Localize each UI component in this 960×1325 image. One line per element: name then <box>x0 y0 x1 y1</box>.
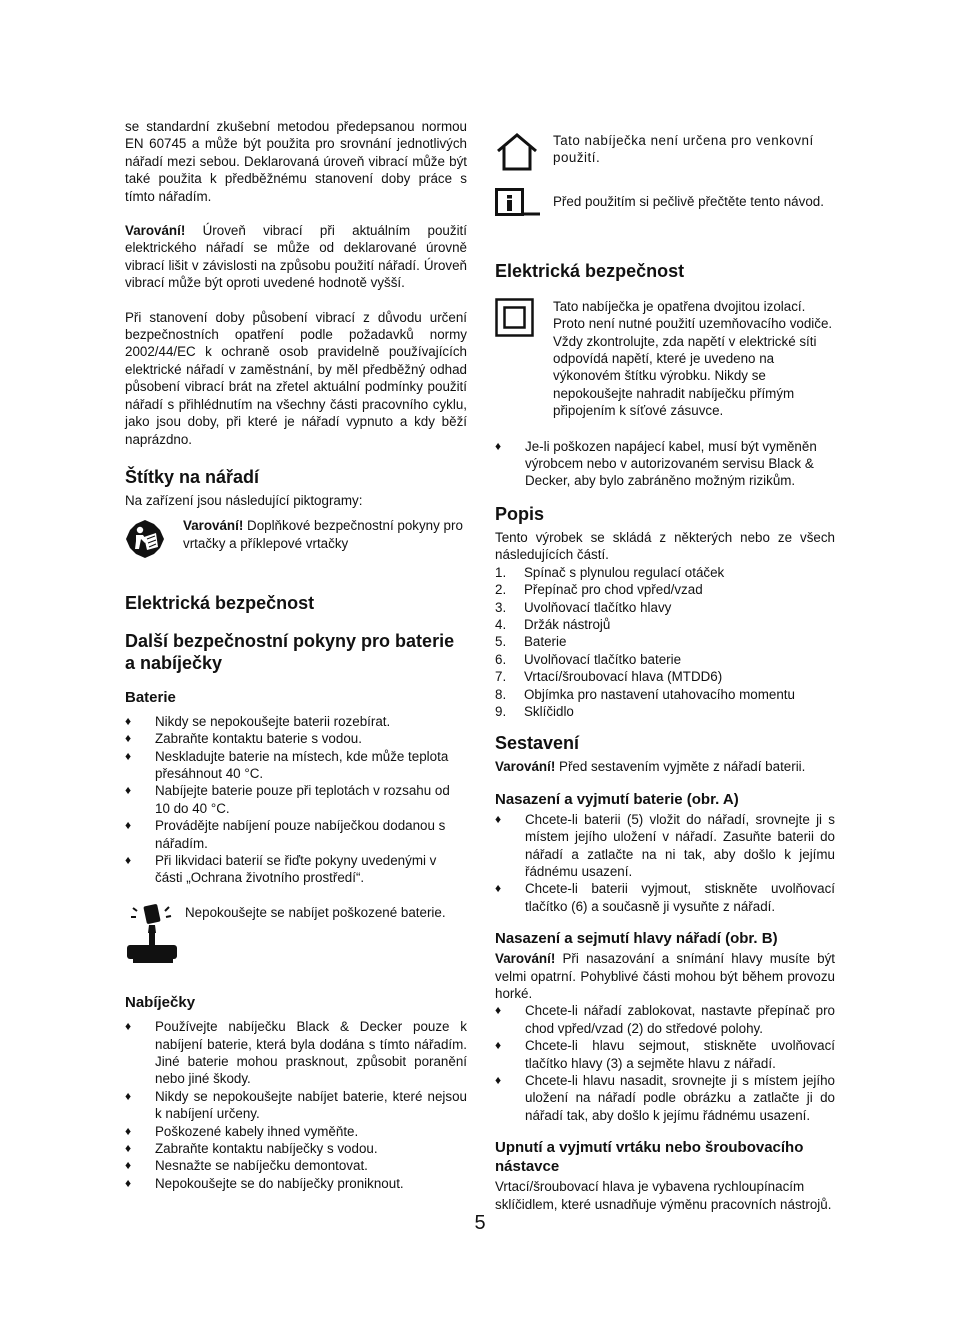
cable-list <box>495 438 835 490</box>
right-electrical-safety-heading: Elektrická bezpečnost <box>495 260 685 281</box>
read-manual-row <box>495 188 835 222</box>
chargers-heading: Nabíječky <box>125 994 196 1012</box>
parts-list <box>495 564 835 721</box>
list-item: ♦ Neskladujte baterie na místech, kde může teplota přesáhnout 40 °C. <box>125 748 467 783</box>
exposure-paragraph: Při stanovení doby působení vibrací z důvodu určení bezpečnostních opatření podle požadavků normy 2002/44/EC k ochraně osob pravidelně používajících elektrické nářadí v zaměstnání, by měl předběžný odhad působení vibrací brát na zřetel aktuální podmínky použití nářadí s přihlédnutím na všechny části pracovního cyklu, jako jsou doby, při které je nářadí vypnuto a kdy běží naprázdno. <box>125 309 467 447</box>
list-item: ♦ Nabíjejte baterie pouze při teplotách v rozsahu od 10 do 40 °C. <box>125 782 467 817</box>
indoor-row <box>495 132 835 176</box>
list-item: ♦ Nepokoušejte se do nabíječky proniknout. <box>125 1175 467 1192</box>
read-manual-text: Před použitím si pečlivě přečtěte tento návod. <box>553 194 824 210</box>
damaged-battery-icon <box>125 903 185 969</box>
list-item: 3. Uvolňovací tlačítko hlavy <box>495 599 672 615</box>
list-item: ♦ Provádějte nabíjení pouze nabíječkou dodanou s nářadím. <box>125 817 467 852</box>
pictogram-warning-label: Varování! <box>183 518 244 534</box>
page-number: 5 <box>474 1212 486 1234</box>
battery-list <box>125 713 467 887</box>
description-heading: Popis <box>495 503 545 524</box>
manual-pictogram-row <box>125 517 467 563</box>
battery-fit-heading: Nasazení a vyjmutí baterie (obr. A) <box>495 790 739 808</box>
double-insulation-row <box>495 298 835 420</box>
list-item: ♦ Nikdy se nepokoušejte nabíjet baterie, které nejsou k nabíjení určeny. <box>125 1088 467 1123</box>
list-item: ♦ Používejte nabíječku Black & Decker pouze k nabíjení baterie, která byla dodána s tímto nářadím. Jiné baterie mohou prasknout, způsobit poranění nebo jiné škody. <box>125 1018 467 1088</box>
bit-heading: Upnutí a vyjmutí vrtáku nebo šroubovacího nástavce <box>495 1139 804 1176</box>
list-item: ♦ Chcete-li baterii (5) vložit do nářadí, srovnejte ji s místem jejího uložení v nářadí. Zasuňte baterii do nářadí a zatlačte na ni tak, aby došlo k jejímu řádnému usazení. <box>495 811 835 881</box>
labels-heading: Štítky na nářadí <box>125 466 260 487</box>
damaged-battery-row <box>125 903 467 969</box>
chargers-list <box>125 1018 467 1192</box>
list-item: ♦ Chcete-li hlavu nasadit, srovnejte ji s místem jejího uložení na nářadí podle obrázku a zatlačte ji do nářadí tak, aby došlo k jejímu řádnému usazení. <box>495 1072 835 1124</box>
indoor-text: Tato nabíječka není určena pro venkovní použití. <box>553 133 814 166</box>
head-fit-warning: Varování! Při nasazování a snímání hlavy musíte být velmi opatrní. Pohyblivé části mohou být během provozu horké. <box>495 951 835 1001</box>
list-item: ♦ Zabraňte kontaktu nabíječky s vodou. <box>125 1140 467 1157</box>
pictogram-warning-text: Doplňkové bezpečnostní pokyny pro vrtačky a příklepové vrtačky <box>183 518 463 551</box>
assembly-warning: Varování! Před sestavením vyjměte z nářadí baterii. <box>495 759 806 775</box>
description-text: Tento výrobek se skládá z některých nebo ze všech následujících částí. <box>495 529 835 563</box>
list-item: 5. Baterie <box>495 634 567 650</box>
battery-heading: Baterie <box>125 688 176 706</box>
list-item: 2. Přepínač pro chod vpřed/vzad <box>495 582 703 598</box>
list-item: ♦ Poškozené kabely ihned vyměňte. <box>125 1123 467 1140</box>
bit-text: Vrtací/šroubovací hlava je vybavena rychloupínacím sklíčidlem, které usnadňuje výměnu pracovních nástrojů. <box>495 1179 832 1212</box>
list-item: ♦ Nesnažte se nabíječku demontovat. <box>125 1157 467 1174</box>
battery-safety-heading: Další bezpečnostní pokyny pro baterie a nabíječky <box>125 630 455 673</box>
pictogram-warning <box>183 517 467 563</box>
list-item: 4. Držák nástrojů <box>495 616 611 632</box>
left-column <box>125 118 467 1192</box>
list-item: 9. Sklíčidlo <box>495 703 574 719</box>
damaged-battery-text: Nepokoušejte se nabíjet poškozené baterie. <box>185 904 446 920</box>
head-fit-list <box>495 1002 835 1124</box>
indoor-use-icon <box>495 132 553 176</box>
right-column <box>495 132 835 1213</box>
warning-label: Varování! <box>125 223 186 239</box>
vibration-warning <box>125 222 467 292</box>
info-manual-icon <box>495 188 553 222</box>
list-item: ♦ Nikdy se nepokoušejte baterii rozebírat. <box>125 713 467 730</box>
assembly-heading: Sestavení <box>495 733 580 754</box>
list-item: ♦ Chcete-li nářadí zablokovat, nastavte přepínač pro chod vpřed/vzad (2) do středové polohy. <box>495 1002 835 1037</box>
list-item: ♦ Zabraňte kontaktu baterie s vodou. <box>125 730 467 747</box>
head-fit-heading: Nasazení a sejmutí hlavy nářadí (obr. B) <box>495 930 778 948</box>
warning-text: Úroveň vibrací při aktuálním použití elektrického nářadí se může od deklarované úrovně vibrací lišit v závislosti na způsobu použití nářadí. Úroveň vibrací může být oproti uvedené hodnotě vyšší. <box>125 223 467 291</box>
list-item: ♦ Chcete-li baterii vyjmout, stiskněte uvolňovací tlačítko (6) a současně ji vysuňte z nářadí. <box>495 880 835 915</box>
double-insulation-text: Tato nabíječka je opatřena dvojitou izolací. Proto není nutné použití uzemňovacího vodiče. Vždy zkontrolujte, zda napětí v elektrické síti odpovídá napětí, které je uvedeno na výkonovém štítku výrobku. Nikdy se nepokoušejte nahradit nabíječku přímým připojením k síťové zásuvce. <box>553 298 833 419</box>
labels-intro: Na zařízení jsou následující piktogramy: <box>125 492 363 508</box>
read-manual-warning-icon <box>125 517 183 563</box>
battery-fit-list <box>495 811 835 915</box>
list-item: ♦ Chcete-li hlavu sejmout, stiskněte uvolňovací tlačítko hlavy (3) a sejměte hlavu z nářadí. <box>495 1037 835 1072</box>
electrical-safety-heading: Elektrická bezpečnost <box>125 592 315 613</box>
list-item: ♦ Při likvidaci baterií se řiďte pokyny uvedenými v části „Ochrana životního prostředí“. <box>125 852 467 887</box>
list-item: 6. Uvolňovací tlačítko baterie <box>495 651 682 667</box>
double-insulation-icon <box>495 298 553 420</box>
list-item: 1. Spínač s plynulou regulací otáček <box>495 564 725 580</box>
list-item: 8. Objímka pro nastavení utahovacího momentu <box>495 686 795 702</box>
list-item: ♦ Je-li poškozen napájecí kabel, musí být vyměněn výrobcem nebo v autorizovaném servisu Black & Decker, aby bylo zabráněno možným rizikům. <box>495 438 835 490</box>
list-item: 7. Vrtací/šroubovací hlava (MTDD6) <box>495 669 723 685</box>
vibration-paragraph: se standardní zkušební metodou předepsanou normou EN 60745 a může být použita pro srovnání jednotlivých nářadí mezi sebou. Deklarovaná úroveň vibrací může být také použita k předběžnému stanovení doby práce s tímto nářadím. <box>125 119 467 204</box>
